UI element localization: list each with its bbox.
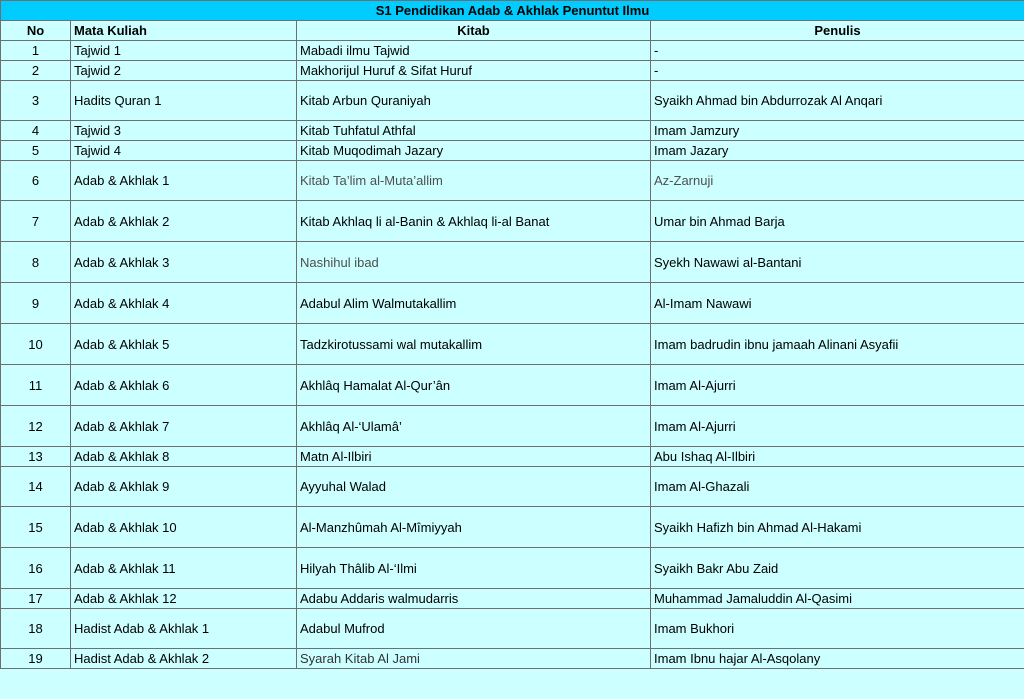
cell-mata-kuliah[interactable]: Tajwid 4 bbox=[71, 141, 297, 161]
cell-mata-kuliah[interactable]: Tajwid 1 bbox=[71, 41, 297, 61]
table-title[interactable]: S1 Pendidikan Adab & Akhlak Penuntut Ilmu bbox=[1, 1, 1024, 21]
table-row bbox=[1, 201, 1024, 242]
cell-penulis[interactable]: Al-Imam Nawawi bbox=[651, 283, 1024, 324]
cell-kitab[interactable]: Adabu Addaris walmudarris bbox=[297, 589, 651, 609]
table-row bbox=[1, 283, 1024, 324]
cell-no[interactable]: 12 bbox=[1, 406, 71, 447]
cell-no[interactable]: 8 bbox=[1, 242, 71, 283]
cell-kitab[interactable]: Akhlâq Hamalat Al-Qur’ân bbox=[297, 365, 651, 406]
cell-no[interactable]: 1 bbox=[1, 41, 71, 61]
cell-kitab[interactable]: Kitab Arbun Quraniyah bbox=[297, 81, 651, 121]
cell-kitab[interactable]: Kitab Muqodimah Jazary bbox=[297, 141, 651, 161]
table-row bbox=[1, 324, 1024, 365]
cell-no[interactable]: 13 bbox=[1, 447, 71, 467]
cell-mata-kuliah[interactable]: Adab & Akhlak 1 bbox=[71, 161, 297, 201]
cell-no[interactable]: 16 bbox=[1, 548, 71, 589]
table-row bbox=[1, 242, 1024, 283]
cell-kitab[interactable]: Kitab Akhlaq li al-Banin & Akhlaq li-al Banat bbox=[297, 201, 651, 242]
cell-no[interactable]: 11 bbox=[1, 365, 71, 406]
table-row bbox=[1, 161, 1024, 201]
cell-mata-kuliah[interactable]: Adab & Akhlak 7 bbox=[71, 406, 297, 447]
table-row bbox=[1, 649, 1024, 669]
cell-mata-kuliah[interactable]: Hadits Quran 1 bbox=[71, 81, 297, 121]
table-row bbox=[1, 467, 1024, 507]
cell-mata-kuliah[interactable]: Adab & Akhlak 10 bbox=[71, 507, 297, 548]
table-row bbox=[1, 507, 1024, 548]
cell-penulis[interactable]: Imam Jazary bbox=[651, 141, 1024, 161]
cell-kitab[interactable]: Mabadi ilmu Tajwid bbox=[297, 41, 651, 61]
cell-penulis[interactable]: Syaikh Ahmad bin Abdurrozak Al Anqari bbox=[651, 81, 1024, 121]
cell-mata-kuliah[interactable]: Adab & Akhlak 9 bbox=[71, 467, 297, 507]
cell-penulis[interactable]: Imam Jamzury bbox=[651, 121, 1024, 141]
cell-kitab[interactable]: Akhlâq Al-‘Ulamâ’ bbox=[297, 406, 651, 447]
cell-penulis[interactable]: Imam Bukhori bbox=[651, 609, 1024, 649]
cell-no[interactable]: 5 bbox=[1, 141, 71, 161]
table-row bbox=[1, 447, 1024, 467]
cell-mata-kuliah[interactable]: Adab & Akhlak 11 bbox=[71, 548, 297, 589]
cell-kitab[interactable]: Hilyah Thâlib Al-‘Ilmi bbox=[297, 548, 651, 589]
cell-kitab[interactable]: Adabul Mufrod bbox=[297, 609, 651, 649]
cell-penulis[interactable]: Imam badrudin ibnu jamaah Alinani Asyafii bbox=[651, 324, 1024, 365]
table-row bbox=[1, 365, 1024, 406]
table-row bbox=[1, 41, 1024, 61]
title-row bbox=[1, 1, 1024, 21]
cell-no[interactable]: 2 bbox=[1, 61, 71, 81]
cell-penulis[interactable]: Abu Ishaq Al-Ilbiri bbox=[651, 447, 1024, 467]
cell-penulis[interactable]: Syaikh Hafizh bin Ahmad Al-Hakami bbox=[651, 507, 1024, 548]
cell-no[interactable]: 9 bbox=[1, 283, 71, 324]
table-row bbox=[1, 121, 1024, 141]
table-row bbox=[1, 548, 1024, 589]
cell-no[interactable]: 15 bbox=[1, 507, 71, 548]
table-row bbox=[1, 61, 1024, 81]
cell-no[interactable]: 18 bbox=[1, 609, 71, 649]
cell-kitab[interactable]: Matn Al-Ilbiri bbox=[297, 447, 651, 467]
cell-kitab[interactable]: Ayyuhal Walad bbox=[297, 467, 651, 507]
cell-penulis[interactable]: Umar bin Ahmad Barja bbox=[651, 201, 1024, 242]
cell-no[interactable]: 10 bbox=[1, 324, 71, 365]
cell-mata-kuliah[interactable]: Tajwid 2 bbox=[71, 61, 297, 81]
cell-mata-kuliah[interactable]: Hadist Adab & Akhlak 2 bbox=[71, 649, 297, 669]
cell-kitab[interactable]: Adabul Alim Walmutakallim bbox=[297, 283, 651, 324]
table-row bbox=[1, 406, 1024, 447]
cell-mata-kuliah[interactable]: Adab & Akhlak 5 bbox=[71, 324, 297, 365]
table-row bbox=[1, 81, 1024, 121]
header-kitab[interactable]: Kitab bbox=[297, 21, 651, 41]
cell-mata-kuliah[interactable]: Hadist Adab & Akhlak 1 bbox=[71, 609, 297, 649]
cell-penulis[interactable]: Imam Al-Ajurri bbox=[651, 365, 1024, 406]
cell-no[interactable]: 6 bbox=[1, 161, 71, 201]
header-mata-kuliah[interactable]: Mata Kuliah bbox=[71, 21, 297, 41]
cell-mata-kuliah[interactable]: Tajwid 3 bbox=[71, 121, 297, 141]
cell-kitab[interactable]: Makhorijul Huruf & Sifat Huruf bbox=[297, 61, 651, 81]
cell-no[interactable]: 3 bbox=[1, 81, 71, 121]
cell-penulis[interactable]: Muhammad Jamaluddin Al-Qasimi bbox=[651, 589, 1024, 609]
table-row bbox=[1, 141, 1024, 161]
cell-no[interactable]: 14 bbox=[1, 467, 71, 507]
cell-no[interactable]: 4 bbox=[1, 121, 71, 141]
cell-penulis[interactable]: Syaikh Bakr Abu Zaid bbox=[651, 548, 1024, 589]
cell-penulis[interactable]: Az-Zarnuji bbox=[651, 161, 1024, 201]
cell-mata-kuliah[interactable]: Adab & Akhlak 4 bbox=[71, 283, 297, 324]
table-row bbox=[1, 609, 1024, 649]
cell-penulis[interactable]: Imam Ibnu hajar Al-Asqolany bbox=[651, 649, 1024, 669]
cell-kitab[interactable]: Syarah Kitab Al Jami bbox=[297, 649, 651, 669]
cell-penulis[interactable]: Syekh Nawawi al-Bantani bbox=[651, 242, 1024, 283]
header-row bbox=[1, 21, 1024, 41]
cell-no[interactable]: 19 bbox=[1, 649, 71, 669]
table-row bbox=[1, 589, 1024, 609]
cell-no[interactable]: 7 bbox=[1, 201, 71, 242]
cell-kitab[interactable]: Kitab Ta’lim al-Muta’allim bbox=[297, 161, 651, 201]
cell-kitab[interactable]: Nashihul ibad bbox=[297, 242, 651, 283]
cell-kitab[interactable]: Kitab Tuhfatul Athfal bbox=[297, 121, 651, 141]
cell-no[interactable]: 17 bbox=[1, 589, 71, 609]
cell-mata-kuliah[interactable]: Adab & Akhlak 6 bbox=[71, 365, 297, 406]
cell-penulis[interactable]: - bbox=[651, 41, 1024, 61]
cell-penulis[interactable]: Imam Al-Ajurri bbox=[651, 406, 1024, 447]
cell-mata-kuliah[interactable]: Adab & Akhlak 2 bbox=[71, 201, 297, 242]
header-penulis[interactable]: Penulis bbox=[651, 21, 1024, 41]
cell-penulis[interactable]: - bbox=[651, 61, 1024, 81]
cell-kitab[interactable]: Al-Manzhûmah Al-Mîmiyyah bbox=[297, 507, 651, 548]
cell-mata-kuliah[interactable]: Adab & Akhlak 12 bbox=[71, 589, 297, 609]
cell-kitab[interactable]: Tadzkirotussami wal mutakallim bbox=[297, 324, 651, 365]
cell-penulis[interactable]: Imam Al-Ghazali bbox=[651, 467, 1024, 507]
header-no[interactable]: No bbox=[1, 21, 71, 41]
cell-mata-kuliah[interactable]: Adab & Akhlak 3 bbox=[71, 242, 297, 283]
cell-mata-kuliah[interactable]: Adab & Akhlak 8 bbox=[71, 447, 297, 467]
